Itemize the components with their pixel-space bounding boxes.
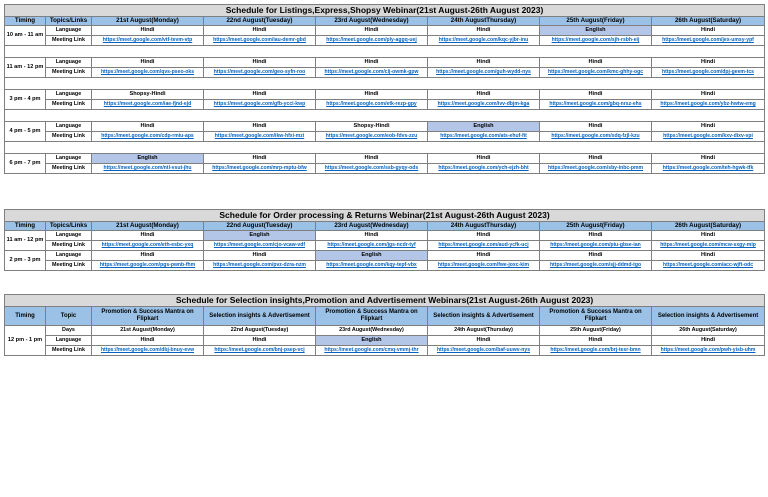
meeting-link[interactable]: https://meet.google.com/cmq-vmmj-thr [316, 346, 428, 356]
header-topic-monday: Promotion & Success Mantra on Flipkart [92, 307, 204, 326]
meeting-link[interactable]: https://meet.google.com/ybz-hwtw-emg [652, 100, 765, 110]
header-topic: Topic [46, 307, 92, 326]
language-cell: Hindi [204, 26, 316, 36]
meeting-link[interactable]: https://meet.google.com/ssb-gyqy-ods [316, 164, 428, 174]
meeting-link[interactable]: https://meet.google.com/guh-wydd-nys [428, 68, 540, 78]
spacer-row [5, 110, 765, 122]
meeting-link[interactable]: https://meet.google.com/kxv-dixv-vpi [652, 132, 765, 142]
meeting-link[interactable]: https://meet.google.com/brj-tesr-bmn [540, 346, 652, 356]
language-cell: Hindi [652, 26, 765, 36]
language-cell: Hindi [428, 154, 540, 164]
language-cell: Hindi [316, 231, 428, 241]
listings-schedule-title: Schedule for Listings,Express,Shopsy Webinar(21st August-26th August 2023) [5, 5, 765, 17]
row-label-meeting-link: Meeting Link [46, 164, 92, 174]
meeting-link[interactable]: https://meet.google.com/fwe-joxc-kim [428, 261, 540, 271]
meeting-link[interactable]: https://meet.google.com/pwh-yisb-uhm [652, 346, 765, 356]
row-label-meeting-link: Meeting Link [46, 132, 92, 142]
language-cell: Hindi [428, 336, 540, 346]
header-day-saturday: 26th August(Saturday) [652, 222, 765, 231]
header-timing: Timing [5, 17, 46, 26]
meeting-link[interactable]: https://meet.google.com/piu-gbse-ian [540, 241, 652, 251]
order-processing-schedule-table [4, 209, 765, 271]
day-cell: 22nd August(Tuesday) [204, 326, 316, 336]
day-cell: 23rd August(Wednesday) [316, 326, 428, 336]
language-cell: Hindi [652, 154, 765, 164]
language-cell: Hindi [204, 122, 316, 132]
selection-insights-schedule-title: Schedule for Selection insights,Promotion and Advertisement Webinars(21st August-26th August 2023) [5, 295, 765, 307]
header-topic-thursday: Selection insights & Advertisement [428, 307, 540, 326]
language-cell: Hindi [316, 58, 428, 68]
row-label-meeting-link: Meeting Link [46, 36, 92, 46]
language-cell: Hindi [428, 231, 540, 241]
header-day-friday: 25th August(Friday) [540, 17, 652, 26]
meeting-link[interactable]: https://meet.google.com/kqy-tepf-vbx [316, 261, 428, 271]
language-cell: Hindi [204, 90, 316, 100]
row-label-language: Language [46, 122, 92, 132]
meeting-link[interactable]: https://meet.google.com/eob-fdvs-zzu [316, 132, 428, 142]
row-label-language: Language [46, 231, 92, 241]
meeting-link[interactable]: https://meet.google.com/ych-ejzh-bht [428, 164, 540, 174]
day-cell: 25th August(Friday) [540, 326, 652, 336]
row-label-meeting-link: Meeting Link [46, 346, 92, 356]
header-day-tuesday: 22nd August(Tuesday) [204, 222, 316, 231]
day-cell: 24th August(Thursday) [428, 326, 540, 336]
language-cell: Hindi [428, 58, 540, 68]
row-label-meeting-link: Meeting Link [46, 241, 92, 251]
language-cell: Hindi [92, 26, 204, 36]
listings-schedule-table [4, 4, 765, 174]
language-cell: English [540, 26, 652, 36]
meeting-link[interactable]: https://meet.google.com/pvz-dzra-nzm [204, 261, 316, 271]
meeting-link[interactable]: https://meet.google.com/dbj-bnuy-evw [92, 346, 204, 356]
header-day-friday: 25th August(Friday) [540, 222, 652, 231]
language-cell: Hindi [316, 154, 428, 164]
language-cell: Shopsy-Hindi [92, 90, 204, 100]
meeting-link[interactable]: https://meet.google.com/gbq-nrsz-ehs [540, 100, 652, 110]
language-cell: Hindi [540, 122, 652, 132]
language-cell: Hindi [204, 251, 316, 261]
row-label-language: Language [46, 26, 92, 36]
meeting-link[interactable]: https://meet.google.com/etk-rezp-gpy [316, 100, 428, 110]
meeting-link[interactable]: https://meet.google.com/mcw-sxgy-mip [652, 241, 765, 251]
header-topic-saturday: Selection insights & Advertisement [652, 307, 765, 326]
row-label-meeting-link: Meeting Link [46, 261, 92, 271]
spacer-row [5, 142, 765, 154]
order-processing-schedule-title: Schedule for Order processing & Returns Webinar(21st August-26th August 2023) [5, 210, 765, 222]
language-cell: Hindi [652, 90, 765, 100]
meeting-link[interactable]: https://meet.google.com/eth-esbc-yxq [92, 241, 204, 251]
meeting-link[interactable]: https://meet.google.com/pgs-pwnb-fhm [92, 261, 204, 271]
header-day-tuesday: 22nd August(Tuesday) [204, 17, 316, 26]
meeting-link[interactable]: https://meet.google.com/gfb-ycci-kwp [204, 100, 316, 110]
header-topic-friday: Promotion & Success Mantra on Flipkart [540, 307, 652, 326]
row-label-language: Language [46, 336, 92, 346]
time-slot: 2 pm - 3 pm [5, 251, 46, 271]
language-cell: Hindi [652, 336, 765, 346]
header-topics-links: Topics/Links [46, 17, 92, 26]
header-day-thursday: 24th AugustThursday) [428, 17, 540, 26]
language-cell: English [92, 154, 204, 164]
order-processing-schedule-body [5, 231, 765, 271]
header-topic-tuesday: Selection insights & Advertisement [204, 307, 316, 326]
language-cell: Hindi [92, 231, 204, 241]
meeting-link[interactable]: https://meet.google.com/sjh-rsbh-eij [540, 36, 652, 46]
language-cell: Hindi [428, 90, 540, 100]
header-day-monday: 21st August(Monday) [92, 222, 204, 231]
row-label-language: Language [46, 58, 92, 68]
meeting-link[interactable]: https://meet.google.com/kqc-yjbr-inu [428, 36, 540, 46]
meeting-link[interactable]: https://meet.google.com/qvs-pseo-oks [92, 68, 204, 78]
row-label-days: Days [46, 326, 92, 336]
language-cell: Hindi [540, 58, 652, 68]
language-cell: Shopsy-Hindi [316, 122, 428, 132]
meeting-link[interactable]: https://meet.google.com/cij-owmk-gpw [316, 68, 428, 78]
language-cell: Hindi [540, 90, 652, 100]
header-day-wednesday: 23rd August(Wednesday) [316, 17, 428, 26]
meeting-link[interactable]: https://meet.google.com/cdp-rmiu-aps [92, 132, 204, 142]
day-cell: 26th August(Saturday) [652, 326, 765, 336]
language-cell: Hindi [652, 122, 765, 132]
language-cell: Hindi [92, 122, 204, 132]
time-slot: 12 pm - 1 pm [5, 326, 46, 356]
meeting-link[interactable]: https://meet.google.com/teh-hgwk-tfk [652, 164, 765, 174]
row-label-meeting-link: Meeting Link [46, 68, 92, 78]
meeting-link[interactable]: https://meet.google.com/mrp-mptu-bfw [204, 164, 316, 174]
header-day-wednesday: 23rd August(Wednesday) [316, 222, 428, 231]
row-label-language: Language [46, 90, 92, 100]
header-day-saturday: 26th August(Saturday) [652, 17, 765, 26]
meeting-link[interactable]: https://meet.google.com/baf-uuwv-nys [428, 346, 540, 356]
selection-insights-schedule-table [4, 294, 765, 356]
language-cell: Hindi [540, 154, 652, 164]
meeting-link[interactable]: https://meet.google.com/sjj-ddmd-tgo [540, 261, 652, 271]
language-cell: Hindi [428, 26, 540, 36]
header-timing: Timing [5, 222, 46, 231]
language-cell: Hindi [652, 58, 765, 68]
language-cell: English [316, 336, 428, 346]
spacer-row [5, 46, 765, 58]
language-cell: Hindi [92, 58, 204, 68]
meeting-link[interactable]: https://meet.google.com/ply-aggq-uej [316, 36, 428, 46]
time-slot: 6 pm - 7 pm [5, 154, 46, 174]
meeting-link[interactable]: https://meet.google.com/xdq-fzjl-kzu [540, 132, 652, 142]
header-day-thursday: 24th AugustThursday) [428, 222, 540, 231]
time-slot: 11 am - 12 pm [5, 58, 46, 78]
time-slot: 11 am - 12 pm [5, 231, 46, 251]
meeting-link[interactable]: https://meet.google.com/acc-wjft-odc [652, 261, 765, 271]
meeting-link[interactable]: https://meet.google.com/jgs-ncdr-tyf [316, 241, 428, 251]
language-cell: Hindi [92, 336, 204, 346]
language-cell: Hindi [204, 336, 316, 346]
time-slot: 4 pm - 5 pm [5, 122, 46, 142]
spacer-row [5, 78, 765, 90]
language-cell: English [428, 122, 540, 132]
meeting-link[interactable]: https://meet.google.com/iae-fjnd-ejd [92, 100, 204, 110]
row-label-meeting-link: Meeting Link [46, 100, 92, 110]
meeting-link[interactable]: https://meet.google.com/vtf-tevm-vtp [92, 36, 204, 46]
header-timing: Timing [5, 307, 46, 326]
language-cell: Hindi [316, 26, 428, 36]
meeting-link[interactable]: https://meet.google.com/kmc-ghhy-ogc [540, 68, 652, 78]
language-cell: Hindi [204, 154, 316, 164]
meeting-link[interactable]: https://meet.google.com/cjo-vcaw-vdf [204, 241, 316, 251]
meeting-link[interactable]: https://meet.google.com/ats-ehuf-fit [428, 132, 540, 142]
row-label-language: Language [46, 154, 92, 164]
language-cell: Hindi [652, 251, 765, 261]
language-cell: Hindi [204, 58, 316, 68]
row-label-language: Language [46, 251, 92, 261]
meeting-link[interactable]: https://meet.google.com/aud-ycfk-ucj [428, 241, 540, 251]
language-cell: Hindi [540, 336, 652, 346]
time-slot: 3 pm - 4 pm [5, 90, 46, 110]
language-cell: Hindi [540, 251, 652, 261]
header-topic-wednesday: Promotion & Success Mantra on Flipkart [316, 307, 428, 326]
meeting-link[interactable]: https://meet.google.com/bnj-psep-vcj [204, 346, 316, 356]
language-cell: Hindi [652, 231, 765, 241]
meeting-link[interactable]: https://meet.google.com/geo-syfn-roo [204, 68, 316, 78]
meeting-link[interactable]: https://meet.google.com/iau-demr-gbd [204, 36, 316, 46]
language-cell: Hindi [540, 231, 652, 241]
language-cell: English [204, 231, 316, 241]
time-slot: 10 am - 11 am [5, 26, 46, 46]
meeting-link[interactable]: https://meet.google.com/dpj-geem-tcs [652, 68, 765, 78]
language-cell: Hindi [428, 251, 540, 261]
language-cell: Hindi [316, 90, 428, 100]
meeting-link[interactable]: https://meet.google.com/ntl-vsut-jhu [92, 164, 204, 174]
header-day-monday: 21st August(Monday) [92, 17, 204, 26]
meeting-link[interactable]: https://meet.google.com/ikw-hfxi-mzi [204, 132, 316, 142]
header-topics-links: Topics/Links [46, 222, 92, 231]
meeting-link[interactable]: https://meet.google.com/ivv-dbjm-kga [428, 100, 540, 110]
language-cell: Hindi [92, 251, 204, 261]
meeting-link[interactable]: https://meet.google.com/sby-inbc-pmm [540, 164, 652, 174]
meeting-link[interactable]: https://meet.google.com/jex-umsy-ypf [652, 36, 765, 46]
listings-schedule-body [5, 26, 765, 174]
language-cell: English [316, 251, 428, 261]
day-cell: 21st August(Monday) [92, 326, 204, 336]
